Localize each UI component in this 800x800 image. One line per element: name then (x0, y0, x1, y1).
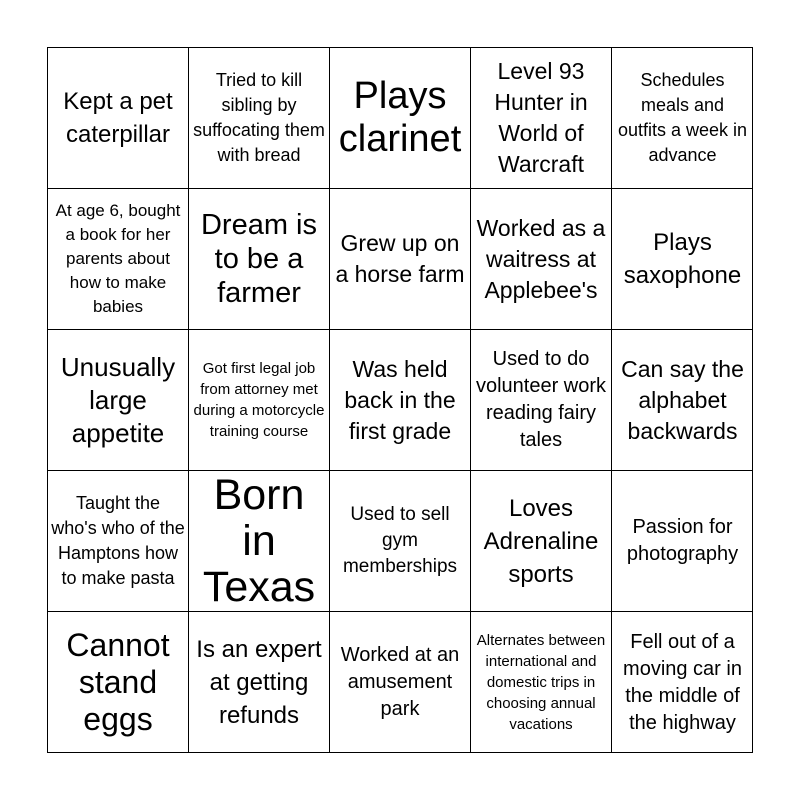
cell-text: Worked as a waitress at Applebee's (476, 214, 606, 303)
bingo-cell-r4c3[interactable] (330, 471, 471, 612)
bingo-cell-r4c1[interactable] (48, 471, 189, 612)
bingo-cell-r3c5[interactable] (612, 330, 753, 471)
cell-text: Plays saxophone (623, 229, 742, 289)
bingo-cell-r1c2[interactable] (189, 48, 330, 189)
cell-text: Is an expert at getting refunds (196, 636, 322, 729)
bingo-board (47, 47, 753, 753)
cell-text: Got first legal job from attorney met during a motorcycle training course (193, 360, 325, 440)
cell-text: Worked at an amusement park (340, 644, 460, 720)
bingo-cell-r1c5[interactable] (612, 48, 753, 189)
cell-text: Tried to kill sibling by suffocating them with bread (193, 70, 325, 165)
bingo-cell-r5c1[interactable] (48, 612, 189, 753)
cell-text: Unusually large appetite (60, 351, 176, 448)
bingo-cell-r5c2[interactable] (189, 612, 330, 753)
bingo-cell-r4c5[interactable] (612, 471, 753, 612)
bingo-cell-r3c4[interactable] (471, 330, 612, 471)
cell-text: Fell out of a moving car in the middle of the highway (623, 630, 742, 734)
cell-text: Born in Texas (202, 471, 316, 611)
bingo-cell-r3c3[interactable] (330, 330, 471, 471)
bingo-cell-r5c3[interactable] (330, 612, 471, 753)
cell-text: Passion for photography (626, 516, 739, 565)
cell-text: Taught the who's who of the Hamptons how to make pasta (51, 493, 185, 588)
cell-text: At age 6, bought a book for her parents about how to make babies (55, 201, 181, 316)
bingo-cell-r4c4[interactable] (471, 471, 612, 612)
cell-text: Used to sell gym memberships (342, 504, 458, 577)
bingo-cell-r5c5[interactable] (612, 612, 753, 753)
cell-text: Grew up on a horse farm (335, 230, 465, 287)
bingo-cell-r4c2[interactable] (189, 471, 330, 612)
cell-text: Dream is to be a farmer (200, 209, 317, 309)
cell-text: Level 93 Hunter in World of Warcraft (494, 58, 588, 177)
cell-text: Loves Adrenaline sports (483, 494, 599, 588)
cell-text: Alternates between international and domestic trips in choosing annual vacations (476, 632, 606, 733)
cell-text: Cannot stand eggs (66, 627, 170, 737)
bingo-cell-r2c1[interactable] (48, 189, 189, 330)
cell-text: Schedules meals and outfits a week in advance (617, 70, 748, 165)
bingo-cell-r3c2[interactable] (189, 330, 330, 471)
bingo-cell-r2c5[interactable] (612, 189, 753, 330)
cell-text: Was held back in the first grade (344, 355, 456, 444)
cell-text: Plays clarinet (338, 75, 462, 160)
cell-text: Can say the alphabet backwards (621, 355, 744, 444)
bingo-cell-r5c4[interactable] (471, 612, 612, 753)
bingo-cell-r3c1[interactable] (48, 330, 189, 471)
bingo-cell-r1c3[interactable] (330, 48, 471, 189)
bingo-cell-r2c2[interactable] (189, 189, 330, 330)
cell-text: Kept a pet caterpillar (63, 88, 173, 148)
bingo-cell-r2c3[interactable] (330, 189, 471, 330)
bingo-cell-r2c4[interactable] (471, 189, 612, 330)
bingo-cell-r1c1[interactable] (48, 48, 189, 189)
bingo-cell-r1c4[interactable] (471, 48, 612, 189)
cell-text: Used to do volunteer work reading fairy tales (475, 348, 607, 451)
